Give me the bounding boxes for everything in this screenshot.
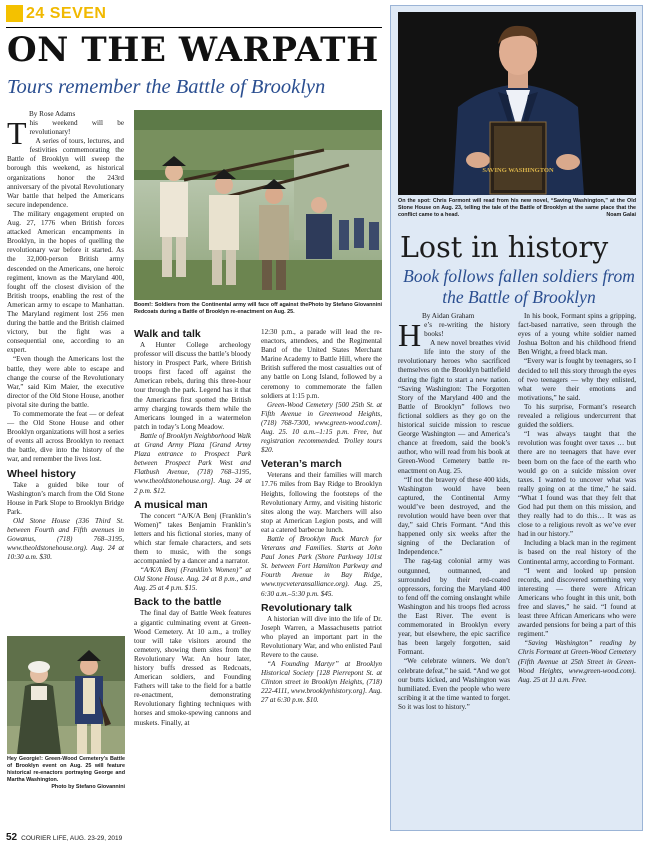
wheel-history-text: Take a guided bike tour of Washington’s march from the Old Stone House in Park Slope to Brooklyn Bridge Park. — [7, 480, 124, 516]
author-photo — [398, 12, 636, 195]
sidebar-paragraph: “We celebrate winners. We don’t celebrate defeat,” he said. “And we got our butts kicked, and Washington was humiliated. Even the people who were scribing it at the time wanted to forget. So it was lost to history.” — [398, 657, 510, 711]
main-column-2 — [134, 328, 251, 833]
main-deck: Tours remember the Battle of Brooklyn — [7, 76, 326, 98]
sidebar-paragraph: “I went and looked up pension records, and discovered something very interesting — there were African Americans who fought in this unit, both free and slaves,” he said. “I found at least three African Americans who were awarded pensions for being a part of this regiment.” — [518, 566, 636, 639]
main-column-1 — [7, 110, 124, 630]
reenactment-photo — [134, 110, 382, 300]
veterans-march-heading: Veteran’s march — [261, 458, 342, 471]
musical-man-info: “A/K/A Benj (Franklin’s Women)” at Old Stone House. Aug. 24 at 8 p.m., and Aug. 25 at 4 p.m. $15. — [134, 566, 251, 593]
wheel-history-heading: Wheel history — [7, 467, 76, 480]
revolutionary-talk-text: A historian will dive into the life of Dr. Joseph Warren, a Massachusetts patriot who played an important part in the Revolutionary War, and who enlisted Paul Revere to the cause. — [261, 614, 382, 659]
walk-talk-info: Battle of Brooklyn Neighborhood Walk at Grand Army Plaza [Grand Army Plaza entrance to Prospect Park between Prospect Park West and Flatbush Avenue, (718) 768–3195, www.theoldstonehouse.org]. Aug. 24 at 2 p.m. $12. — [134, 431, 251, 495]
veterans-march-text: Veterans and their families will march 17.76 miles from Bay Ridge to Brooklyn Heights, following the footsteps of the Revolutionary Army, and visiting historic sites along the way. Marchers will also stop at American Legion posts, and will eat a catered barbecue lunch. — [261, 471, 382, 534]
author-photo-caption-block — [398, 198, 636, 222]
main-lead-paragraph — [7, 115, 124, 151]
sidebar-paragraph: “I was always taught that the revolution was fought over taxes … but there are no teenagers that have ever been born on the face of the earth who would go on a suicide mission over taxes. I wanted to uncover what was really going on at the time,” he said. “What I found was that they felt that God had put them on this mission, and they really had to do this… It was as close to a religious revolt as we’ve ever had in our history.” — [518, 430, 636, 539]
reenactment-photo-caption: Boom!: Soldiers from the Continental army will face off against the Redcoats during a Battle of Brooklyn re-enactment on Aug. 25. — [134, 302, 309, 315]
sidebar-paragraph: In his book, Formant spins a gripping, fact-based narrative, seen through the eyes of a young white soldier named Joshua Bolton and his childhood friend Ben Wright, a freed black man. — [518, 312, 636, 357]
musical-man-text: The concert “A/K/A Benj (Franklin’s Women)” takes Benjamin Franklin’s letters and his fictional stories, many of which star female characters, and sets them to music, with the songs accompanied by a dancer and a narrator. — [134, 511, 251, 566]
sidebar-column-1 — [398, 312, 510, 832]
walk-talk-text: A Hunter College archeology professor will discuss the battle’s bloody history in Prospect Park, where British troops first faced off against the American rebels, during this three-hour tour through the park. Legend has it that the Americans first spotted the British army charging towards them while the Americans lounged in a watermelon patch in today’s Long Meadow. — [134, 341, 251, 431]
sidebar-column-2 — [518, 312, 636, 832]
back-to-battle-info: Green-Wood Cemetery [500 25th St. at Fifth Avenue in Greenwood Heights, (718) 768-7300, www.green-wood.com]. Aug. 25. 10 a.m.–1:15 p.m. Free, but registration recommended. Trolley tours $20. — [261, 400, 382, 455]
washington-photo-caption-block — [7, 756, 125, 792]
sidebar-headline: Lost in history — [400, 231, 609, 264]
reenactment-photo-credit: Photo by Stefano Giovannini — [308, 302, 382, 308]
sidebar-dropcap: H — [398, 317, 422, 353]
revolutionary-talk-info: “A Founding Martyr” at Brooklyn Historical Society [128 Pierrepont St. at Clinton street in Brooklyn Heights, (718) 222-4111, www.brooklynhistory.org]. Aug. 27 at 6:30 p.m. $10. — [261, 660, 382, 705]
revolutionary-talk-heading: Revolutionary talk — [261, 601, 353, 614]
main-headline: ON THE WARPATH — [7, 30, 379, 70]
header-rule — [6, 27, 382, 28]
page-number: 52 — [6, 832, 18, 843]
sidebar-lead-text: e’s re-writing the history books! — [424, 321, 510, 339]
sidebar-paragraph: “If not the bravery of these 400 kids, Washington would have been captured, the Continental Army would’ve been destroyed, and the revolution would have been over that day,” said Chris Formant. “And this happened only six weeks after the signing of the Declaration of Independence.” — [398, 475, 510, 557]
brand-name: 24 SEVEN — [26, 4, 107, 22]
reenactment-photo-caption-block — [134, 302, 382, 318]
main-lead-text: his weekend will be revolutionary! — [29, 119, 124, 137]
washington-reenactors-photo — [7, 636, 125, 754]
back-to-battle-heading: Back to the battle — [134, 596, 222, 609]
sidebar-deck: Book follows fallen soldiers from the Battle of Brooklyn — [403, 266, 635, 307]
sidebar-paragraph: “Every war is fought by teenagers, so I decided to tell this story through the eyes of two teenagers — why they enlisted, what were their emotions and motivations,” he said. — [518, 357, 636, 402]
main-dropcap: T — [7, 115, 27, 151]
sidebar-paragraph: A new novel breathes vivid life into the story of the revolutionary heroes who sacrificed themselves on the Brooklyn battlefield during the fight to start a new nation. “Saving Washington: The Forgotten Story of the Maryland 400 and the Battle of Brooklyn” follows two fictional soldiers as they go on the historical suicide mission to rescue George Washington — and America’s chance at freedom, said the book’s author, who will read from his book at Green-Wood Cemetery battle re-enactment on Aug. 25. — [398, 339, 510, 475]
veterans-march-info: Battle of Brooklyn Ruck March for Veterans and Families. Starts at John Paul Jones Park (Shore Parkway 101st St. between Fort Hamilton Parkway and Fourth Avenue in Bay Ridge, www.nycveteransalliance.org). Aug. 25, 6:30 a.m.–5:30 p.m. $45. — [261, 534, 382, 598]
main-column-3 — [261, 328, 382, 833]
main-paragraph: The military engagement erupted on Aug. 27, 1776 when British forces attacked American encampments in Brooklyn, in the hopes of quelling the revolutionary war before it started. As the 32,000-person British army descended on the Americans, one heroic regiment, known as the Maryland 400, fought off the closest division of the British troops, enabling the rest of the American army to escape to Manhattan. The Maryland regiment lost 256 men during the battle and the British claimed victory, but the fight was a consequential one, according to an expert. — [7, 209, 124, 355]
back-to-battle-text: The final day of Battle Week features a gigantic culminating event at Green-Wood Cemetery. At 10 a.m., a trolley tour will take visitors around the cemetery, showing them sites from the Revolutionary War. An hour later, history buffs dressed as Redcoats, American soldiers, and Founding Fathers will take to the field for a battle re-enactment, demonstrating Revolutionary fighting techniques with horses and smoke-spewing cannons and muskets. Finally, at — [134, 609, 251, 727]
brand-logo-box — [6, 5, 23, 22]
sidebar-paragraph: The rag-tag colonial army was outgunned, outmanned, and surrounded by their red-coated oppressors, forcing the Maryland 400 to fend off the coming onslaught while Washington and his troops fled across the East River. The event is commemorated in Brooklyn every year, but elsewhere, the epic sacrifice has been largely forgotten, said Formant. — [398, 557, 510, 657]
sidebar-event-info: “Saving Washington” reading by Chris Formant at Green-Wood Cemetery (Fifth Avenue at 25th Street in Green-Wood Heights, www.green-wood.com). Aug. 25 at 11 a.m. Free. — [518, 639, 636, 684]
washington-photo-caption: Hey Georgie!: Green-Wood Cemetery’s Battle of Brooklyn event on Aug. 25 will feature historical re-enactors portraying George and Martha Washington. — [7, 756, 125, 783]
musical-man-heading: A musical man — [134, 498, 208, 511]
main-byline: By Rose Adams — [29, 110, 76, 118]
sidebar-paragraph: To his surprise, Formant’s research revealed a religious undercurrent that guided the soldiers. — [518, 402, 636, 430]
wheel-history-info: Old Stone House (336 Third St. between Fourth and Fifth avenues in Gowanus, (718) 768–3195, www.theoldstonehouse.org). Aug. 24 at 10:30 a.m. $30. — [7, 516, 124, 562]
section-brand — [6, 5, 122, 22]
author-photo-caption: On the spot: Chris Formont will read from his new novel, “Saving Washington,” at the Old Stone House on Aug. 23, telling the tale of the Battle of Brooklyn at the same place that the conflict came to a head. — [398, 198, 636, 218]
page-footer — [6, 832, 122, 843]
main-paragraph: A series of tours, lectures, and festivities commemorating the Battle of Brooklyn will sweep the borough this weekend, as historical organizations honor the 243rd anniversary of the pivotal Revolutionary War battle that helped the Americans secure independence. — [7, 137, 124, 209]
issue-line: COURIER LIFE, AUG. 23-29, 2019 — [21, 835, 123, 842]
main-paragraph: To commemorate the feat — or defeat — the Old Stone House and other Brooklyn organizations will host a series of events all across Brooklyn to reenact the battle, dive into the history of the war, and remember the lives lost. — [7, 410, 124, 464]
sidebar-paragraph: Including a black man in the regiment is based on the real history of the Continental army, according to Formant. — [518, 539, 636, 566]
main-paragraph: “Even though the Americans lost the battle, they were able to escape and change the course of the Revolutionary War,” said Kim Maier, the executive director of the Old Stone House, another pivotal site during the battle. — [7, 355, 124, 409]
sidebar-lead-paragraph — [398, 317, 510, 353]
author-photo-credit: Noam Galai — [606, 212, 636, 218]
walk-talk-heading: Walk and talk — [134, 328, 201, 340]
book-cover-title: SAVING WASHINGTON — [482, 167, 554, 174]
washington-photo-credit: Photo by Stefano Giovannini — [51, 784, 125, 790]
back-to-battle-continued: 12:30 p.m., a parade will lead the re-enactors, attendees, and the Regimental Band of the United States Merchant Marine Academy to Battle Hill, where the British suffered the most casualties out of any battle on Long Island, followed by a ceremony to commemorate the fallen soldiers at 1:15 p.m. — [261, 328, 382, 400]
sidebar-byline: By Aidan Graham — [422, 312, 475, 320]
